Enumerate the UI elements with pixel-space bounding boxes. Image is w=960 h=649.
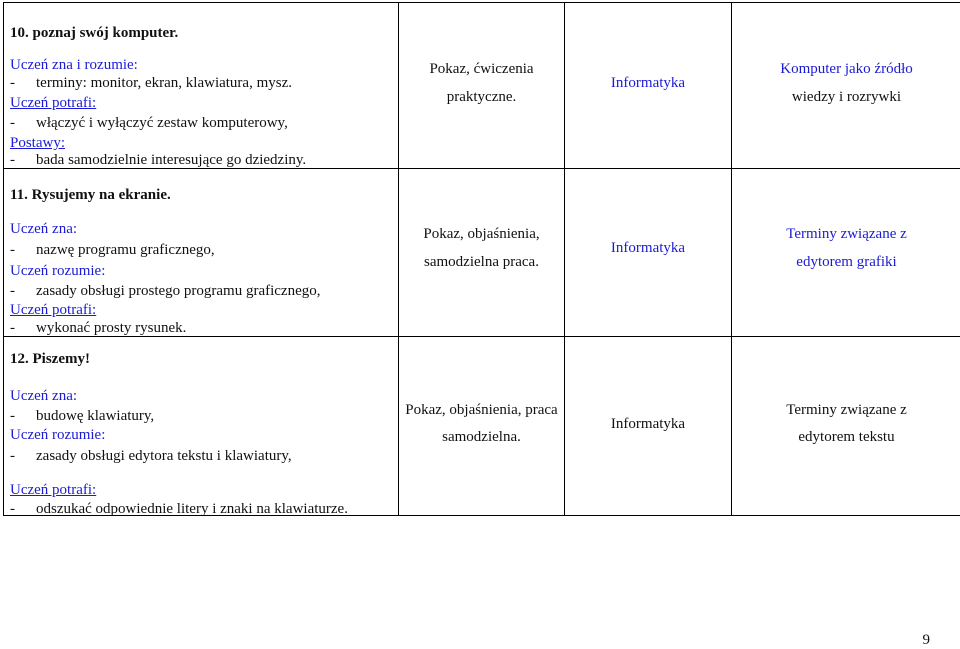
methods-cell bbox=[399, 337, 565, 516]
goal-item: - wykonać prosty rysunek. bbox=[10, 320, 187, 336]
methods-cell bbox=[399, 169, 565, 337]
table-row bbox=[4, 337, 960, 516]
table-row bbox=[4, 3, 960, 169]
goal-heading: Uczeń zna i rozumie: bbox=[10, 57, 138, 73]
methods-line: Pokaz, objaśnienia, praca bbox=[405, 402, 558, 418]
methods-cell bbox=[399, 3, 565, 169]
subject-label: Informatyka bbox=[610, 75, 686, 91]
goal-item: - odszukać odpowiednie litery i znaki na klawiaturze. bbox=[10, 501, 348, 517]
table-row bbox=[4, 169, 960, 337]
goal-item: - terminy: monitor, ekran, klawiatura, mysz. bbox=[10, 75, 292, 91]
goal-heading: Uczeń zna: bbox=[10, 221, 78, 237]
subject-cell bbox=[565, 3, 732, 169]
goals-cell bbox=[4, 3, 399, 169]
goal-item: - budowę klawiatury, bbox=[10, 408, 155, 424]
methods-line: samodzielna. bbox=[442, 429, 521, 445]
goal-heading: Uczeń potrafi: bbox=[10, 482, 97, 498]
goal-item: - włączyć i wyłączyć zestaw komputerowy, bbox=[10, 115, 288, 131]
goal-item: - bada samodzielnie interesujące go dziedziny. bbox=[10, 152, 307, 168]
goal-heading: Postawy: bbox=[10, 135, 66, 151]
topic-cell bbox=[732, 169, 960, 337]
lesson-title: 12. Piszemy! bbox=[10, 351, 90, 367]
topic-line: Terminy związane z bbox=[786, 226, 907, 242]
goal-item: - zasady obsługi edytora tekstu i klawiatury, bbox=[10, 448, 292, 464]
goal-heading: Uczeń potrafi: bbox=[10, 95, 97, 111]
methods-line: samodzielna praca. bbox=[424, 254, 539, 270]
goal-item: - nazwę programu graficznego, bbox=[10, 242, 215, 258]
goals-cell bbox=[4, 169, 399, 337]
subject-cell bbox=[565, 169, 732, 337]
topic-line: Komputer jako źródło bbox=[780, 61, 913, 77]
page-number: 9 bbox=[922, 632, 930, 648]
topic-line: edytorem tekstu bbox=[798, 429, 895, 445]
lesson-plan-table bbox=[3, 2, 960, 516]
topic-cell bbox=[732, 337, 960, 516]
topic-cell bbox=[732, 3, 960, 169]
goal-item: - zasady obsługi prostego programu graficznego, bbox=[10, 283, 321, 299]
goal-heading: Uczeń rozumie: bbox=[10, 427, 106, 443]
lesson-title: 11. Rysujemy na ekranie. bbox=[10, 187, 171, 203]
subject-label: Informatyka bbox=[610, 416, 686, 432]
subject-cell bbox=[565, 337, 732, 516]
goals-cell bbox=[4, 337, 399, 516]
goal-heading: Uczeń zna: bbox=[10, 388, 78, 404]
methods-line: praktyczne. bbox=[446, 89, 517, 105]
topic-line: edytorem grafiki bbox=[796, 254, 897, 270]
topic-line: Terminy związane z bbox=[786, 402, 907, 418]
methods-line: Pokaz, objaśnienia, bbox=[423, 226, 540, 242]
methods-line: Pokaz, ćwiczenia bbox=[429, 61, 534, 77]
subject-label: Informatyka bbox=[610, 240, 686, 256]
goal-heading: Uczeń potrafi: bbox=[10, 302, 97, 318]
lesson-title: 10. poznaj swój komputer. bbox=[10, 25, 179, 41]
goal-heading: Uczeń rozumie: bbox=[10, 263, 106, 279]
topic-line: wiedzy i rozrywki bbox=[791, 89, 902, 105]
